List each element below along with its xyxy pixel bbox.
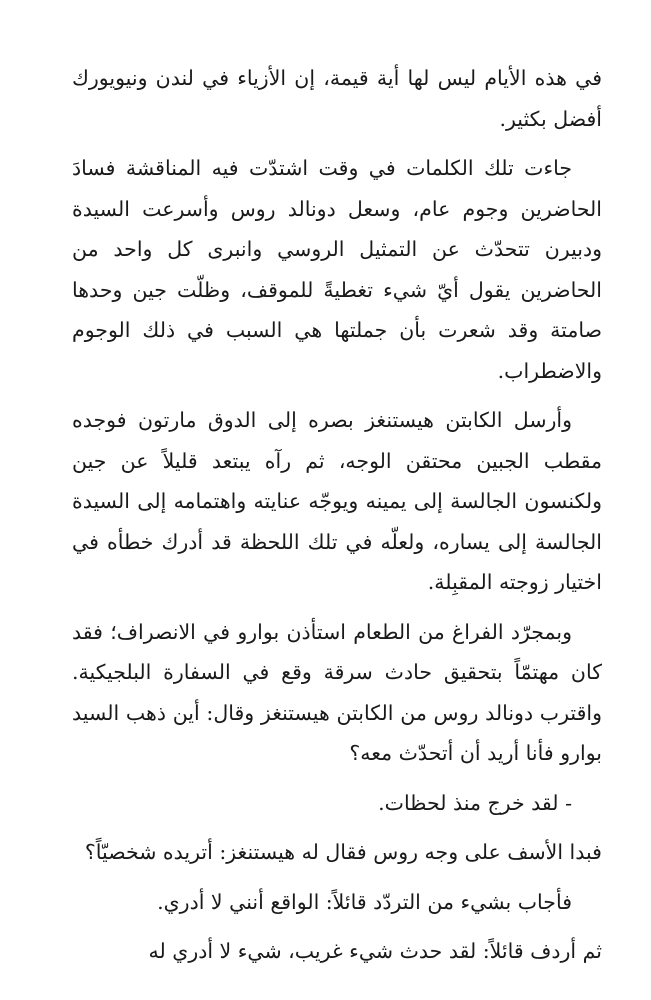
paragraph-2: جاءت تلك الكلمات في وقت اشتدّت فيه المناقشة فسادَ الحاضرين وجوم عام، وسعل دونالد روس وأسرعت السيدة ودبيرن تتحدّث عن التمثيل الروسي وانبرى كل واحد من الحاضرين يقول أيّ شيء تغطيةً للموقف، وظلّت جين وحدها صامتة وقد شعرت بأن جملتها هي السبب في ذلك الوجوم والاضطراب.	[72, 156, 602, 383]
paragraph-4: وبمجرّد الفراغ من الطعام استأذن بوارو في الانصراف؛ فقد كان مهتمّاً بتحقيق حادث سرقة وقع في السفارة البلجيكية. واقترب دونالد روس من الكابتن هيستنغز وقال: أين ذهب السيد بوارو فأنا أريد أن أتحدّث معه؟	[72, 619, 602, 765]
paragraph-6: فبدا الأسف على وجه روس فقال له هيستنغز: أتريده شخصيّاً؟	[84, 840, 602, 864]
paragraph-3: وأرسل الكابتن هيستنغز بصره إلى الدوق مارتون فوجده مقطب الجبين محتقن الوجه، ثم رآه يبتعد قليلاً عن جين ولكنسون الجالسة إلى يمينه ويوجّه عنايته واهتمامه إلى السيدة الجالسة إلى يساره، ولعلّه في تلك اللحظة قد أدرك خطأه في اختيار زوجته المقبِلة.	[72, 408, 602, 594]
paragraph-7: فأجاب بشيء من التردّد قائلاً: الواقع أنني لا أدري.	[157, 889, 572, 914]
document-page	[72, 58, 602, 981]
paragraph-1: في هذه الأيام ليس لها أية قيمة، إن الأزياء في لندن ونيويورك أفضل بكثير.	[72, 66, 602, 131]
paragraph-8: ثم أردف قائلاً: لقد حدث شيء غريب، شيء لا أدري له	[148, 939, 602, 963]
paragraph-5: - لقد خرج منذ لحظات.	[378, 790, 572, 815]
